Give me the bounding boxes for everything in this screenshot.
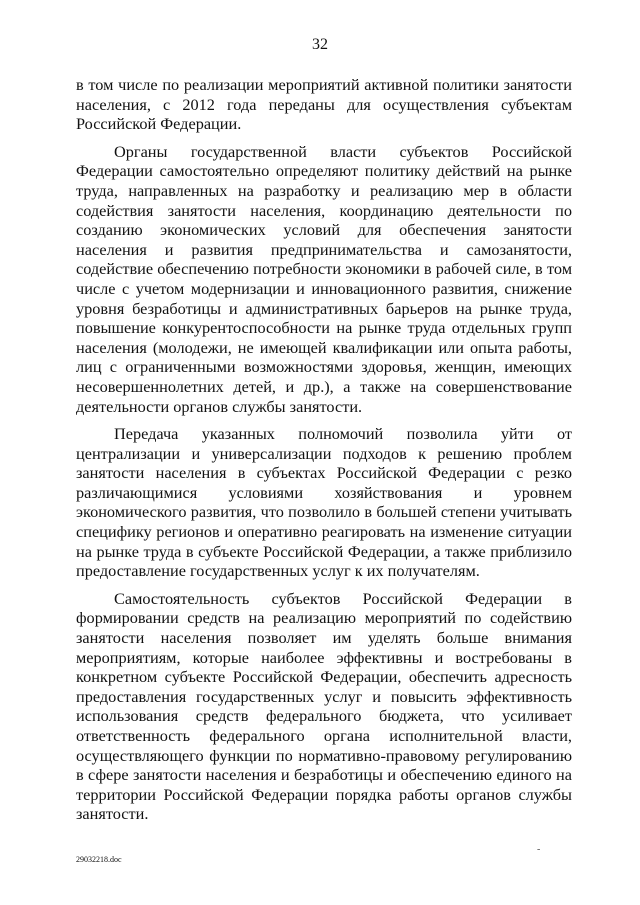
paragraph: Самостоятельность субъектов Российской Федерации в формировании средств на реализацию мероприятий по содействию занятости населения позволяет им уделять больше внимания мероприятиям, которые наиболее эффективны и востребованы в конкретном субъекте Российской Федерации, обеспечить адресность предоставления государственных услуг и повысить эффективность использования средств федерального бюджета, что усиливает ответственность федерального органа исполнительной власти, осуществляющего функции по нормативно-правовому регулированию в сфере занятости населения и безработицы и обеспечению единого на территории Российской Федерации порядка работы органов службы занятости. (76, 588, 572, 824)
footer-file-reference: 29032218.doc (76, 855, 122, 864)
paragraph: Органы государственной власти субъектов Российской Федерации самостоятельно определяют политику действий на рынке труда, направленных на разработку и реализацию мер в области содействия занятости населения, координацию деятельности по созданию экономических условий для обеспечения занятости населения и развития предпринимательства и самозанятости, содействие обеспечению потребности экономики в рабочей силе, в том числе с учетом модернизации и инновационного развития, снижение уровня безработицы и административных барьеров на рынке труда, повышение конкурентоспособности на рынке труда отдельных групп населения (молодежи, не имеющей квалификации или опыта работы, лиц с ограниченными возможностями здоровья, женщин, имеющих несовершеннолетних детей, и др.), а также на совершенствование деятельности органов службы занятости. (76, 141, 572, 416)
paragraph: в том числе по реализации мероприятий активной политики занятости населения, с 2012 года переданы для осуществления субъектам Российской Федерации. (76, 75, 572, 134)
page-number: 32 (312, 36, 328, 53)
paragraph: Передача указанных полномочий позволила уйти от централизации и универсализации подходов к решению проблем занятости населения в субъектах Российской Федерации с резко различающимися условиями хозяйствования и уровнем экономического развития, что позволило в большей степени учитывать специфику регионов и оперативно реагировать на изменение ситуации на рынке труда в субъекте Российской Федерации, а также приблизило предоставление государственных услуг к их получателям. (76, 424, 572, 581)
scan-mark: - (537, 844, 541, 855)
body-text (76, 75, 572, 824)
